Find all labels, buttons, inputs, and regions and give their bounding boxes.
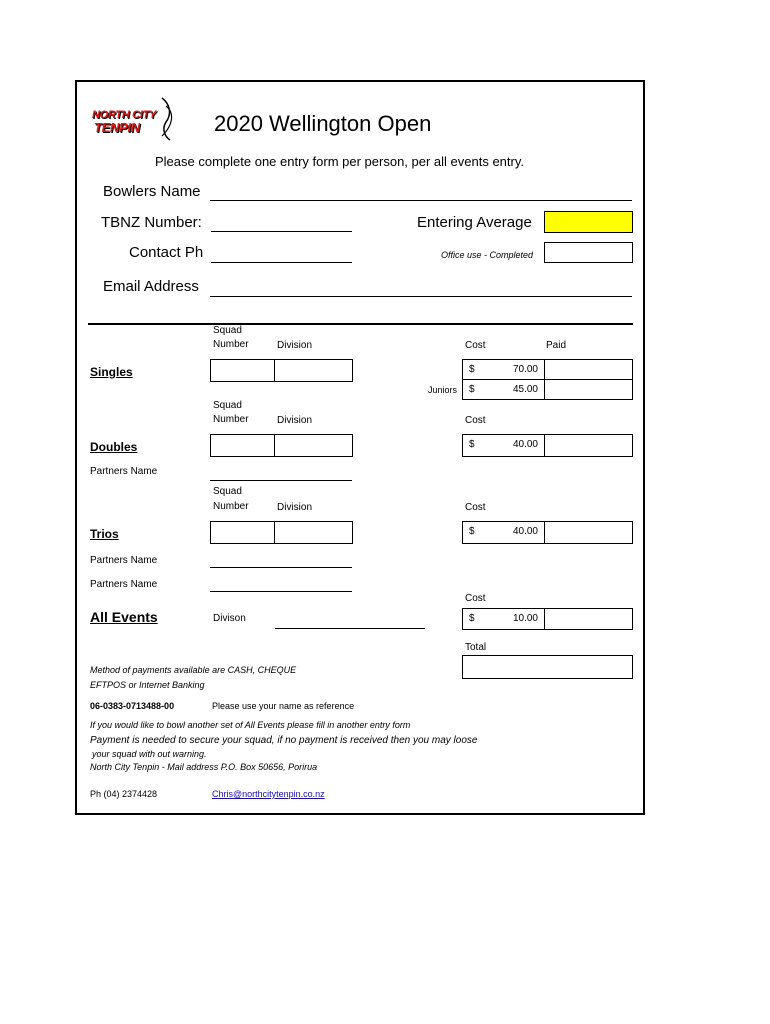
section-divider bbox=[88, 323, 633, 325]
squad-header: Squad bbox=[213, 325, 242, 336]
singles-label: Singles bbox=[90, 365, 133, 379]
squad-header: Squad bbox=[213, 400, 242, 411]
tbnz-number-field[interactable] bbox=[211, 231, 352, 232]
payment-methods-1: Method of payments available are CASH, CHEQUE bbox=[90, 665, 297, 675]
singles-cost-value: 70.00 bbox=[512, 364, 538, 375]
trios-partners-field-1[interactable] bbox=[210, 567, 352, 568]
doubles-partners-field[interactable] bbox=[210, 480, 352, 481]
email-label: Email Address bbox=[103, 278, 199, 295]
trios-partners-label-1: Partners Name bbox=[90, 555, 158, 566]
squad-header: Squad bbox=[213, 486, 242, 497]
total-box[interactable] bbox=[462, 655, 633, 679]
paid-header: Paid bbox=[546, 340, 567, 351]
page-title: 2020 Wellington Open bbox=[214, 111, 432, 136]
division-header: Division bbox=[277, 502, 313, 513]
phone-number: Ph (04) 2374428 bbox=[90, 789, 158, 799]
doubles-label: Doubles bbox=[90, 440, 138, 454]
trios-partners-field-2[interactable] bbox=[210, 591, 352, 592]
all-events-cost-header: Cost bbox=[465, 593, 486, 604]
doubles-division-input[interactable] bbox=[274, 434, 353, 457]
doubles-paid-input[interactable] bbox=[544, 434, 633, 457]
reference-note: Please use your name as reference bbox=[212, 701, 355, 711]
contact-ph-field[interactable] bbox=[211, 262, 352, 263]
number-header: Number bbox=[213, 501, 249, 512]
division-header: Division bbox=[277, 340, 313, 351]
number-header: Number bbox=[213, 339, 249, 350]
singles-cost bbox=[462, 359, 545, 380]
payment-warning-2: your squad with out warning. bbox=[92, 749, 207, 759]
juniors-cost bbox=[462, 379, 545, 400]
currency-symbol: $ bbox=[469, 364, 475, 375]
subtitle: Please complete one entry form per person, per all events entry. bbox=[155, 154, 525, 169]
currency-symbol: $ bbox=[469, 439, 475, 450]
division-header: Division bbox=[277, 415, 313, 426]
trios-division-input[interactable] bbox=[274, 521, 353, 544]
singles-paid-input[interactable] bbox=[544, 359, 633, 380]
trios-cost bbox=[462, 521, 545, 544]
total-label: Total bbox=[465, 642, 487, 653]
contact-ph-label: Contact Ph bbox=[129, 244, 204, 261]
email-field[interactable] bbox=[210, 296, 632, 297]
payment-warning-1: Payment is needed to secure your squad, if no payment is received then you may loose bbox=[90, 735, 478, 746]
office-use-label: Office use - Completed bbox=[441, 250, 534, 260]
juniors-cost-value: 45.00 bbox=[512, 384, 538, 395]
currency-symbol: $ bbox=[469, 613, 475, 624]
mail-address: North City Tenpin - Mail address P.O. Box 50656, Porirua bbox=[90, 762, 318, 772]
trios-paid-input[interactable] bbox=[544, 521, 633, 544]
logo-line1: NORTH CITY bbox=[92, 109, 157, 121]
doubles-partners-label: Partners Name bbox=[90, 466, 158, 477]
all-events-cost bbox=[462, 608, 545, 630]
singles-squad-input[interactable] bbox=[210, 359, 275, 382]
number-header: Number bbox=[213, 414, 249, 425]
entering-average-label: Entering Average bbox=[417, 214, 532, 231]
payment-methods-2: EFTPOS or Internet Banking bbox=[90, 680, 205, 690]
trios-squad-input[interactable] bbox=[210, 521, 275, 544]
currency-symbol: $ bbox=[469, 384, 475, 395]
extra-entry-note: If you would like to bowl another set of All Events please fill in another entry form bbox=[90, 720, 411, 730]
trios-label: Trios bbox=[90, 527, 119, 541]
cost-header: Cost bbox=[465, 502, 486, 513]
doubles-squad-input[interactable] bbox=[210, 434, 275, 457]
all-events-division-field[interactable] bbox=[275, 628, 425, 629]
juniors-label: Juniors bbox=[428, 385, 458, 395]
all-events-cost-value: 10.00 bbox=[512, 613, 538, 624]
all-events-division-label: Divison bbox=[213, 613, 246, 624]
entering-average-field[interactable] bbox=[544, 211, 633, 233]
singles-division-input[interactable] bbox=[274, 359, 353, 382]
logo-line2: TENPIN bbox=[94, 120, 140, 135]
currency-symbol: $ bbox=[469, 526, 475, 537]
all-events-label: All Events bbox=[90, 609, 158, 625]
bowler-swoosh-icon bbox=[156, 96, 180, 142]
doubles-cost bbox=[462, 434, 545, 457]
doubles-cost-value: 40.00 bbox=[512, 439, 538, 450]
bank-account: 06-0383-0713488-00 bbox=[90, 701, 175, 711]
office-use-box[interactable] bbox=[544, 242, 633, 263]
juniors-paid-input[interactable] bbox=[544, 379, 633, 400]
bowlers-name-field[interactable] bbox=[210, 200, 632, 201]
cost-header: Cost bbox=[465, 415, 486, 426]
trios-cost-value: 40.00 bbox=[512, 526, 538, 537]
north-city-tenpin-logo bbox=[90, 96, 180, 142]
all-events-paid-input[interactable] bbox=[544, 608, 633, 630]
trios-partners-label-2: Partners Name bbox=[90, 579, 158, 590]
email-link[interactable]: Chris@northcitytenpin.co.nz bbox=[212, 789, 325, 799]
cost-header: Cost bbox=[465, 340, 486, 351]
bowlers-name-label: Bowlers Name bbox=[103, 183, 201, 200]
tbnz-number-label: TBNZ Number: bbox=[101, 214, 202, 231]
